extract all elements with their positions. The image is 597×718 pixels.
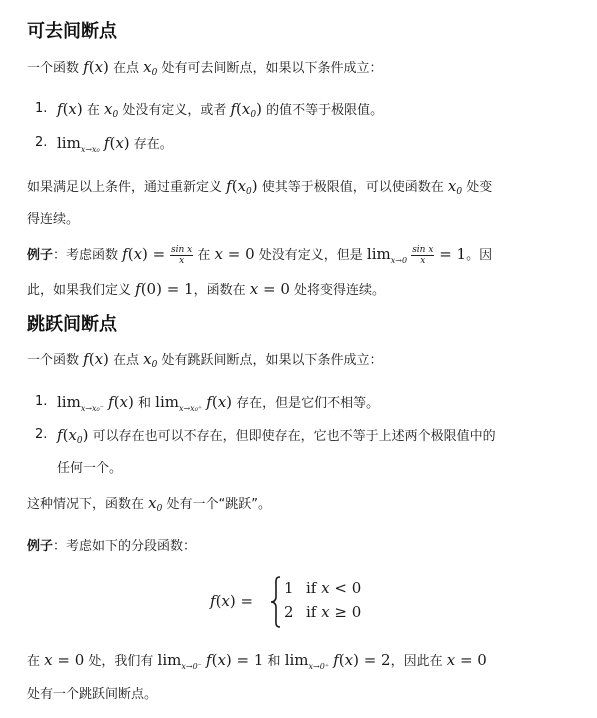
jump-example: 例子：考虑如下的分段函数： — [27, 539, 197, 554]
left-brace-icon — [270, 575, 282, 629]
removable-example: 例子：考虑函数 f(x) = $\frac{\text{sin x}}{x}$ 在 x = 0 处没有定义，但是 $\lim_{x\to 0}$ $\frac{\text{sin x}}{x}$ = 1。因 此，如果我们定义 f(0) = 1，函数在 x = 0 处将变得连续。 — [27, 245, 493, 298]
heading-jump-discontinuity: 跳跃间断点 — [27, 314, 117, 335]
list-item: 2. $\lim_{x\to x_0} f(x)$ 存在。 — [35, 134, 173, 154]
removable-explanation: 如果满足以上条件，通过重新定义 $f(x_0)$ 使其等于极限值，可以使函数在 $x_0$ 处变 得连续。 — [27, 177, 493, 227]
jump-case: 这种情况下，函数在 $x_0$ 处有一个“跳跃”。 — [27, 494, 271, 514]
list-item: 1. $\lim_{x\to x_0^-} f(x)$ 和 $\lim_{x\to x_0^+} f(x)$ 存在，但是它们不相等。 — [35, 393, 380, 413]
heading-removable-discontinuity: 可去间断点 — [27, 21, 117, 42]
list-item: 1. f(x) 在 $x_0$ 处没有定义，或者 $f(x_0)$ 的值不等于极限值。 — [35, 100, 384, 120]
jump-conclusion: 在 x = 0 处，我们有 $\lim_{x\to 0^-} f(x) = 1$ 和 $\lim_{x\to 0^+} f(x) = 2$，因此在 x = 0 处有一个跳跃间断点。 — [27, 651, 487, 702]
list-item: 2. $f(x_0)$ 可以存在也可以不存在，但即使存在，它也不等于上述两个极限值中的 任何一个。 — [35, 426, 496, 476]
piecewise-function: f(x) = 1 if x < 0 2 if x ≥ 0 — [210, 575, 410, 629]
jump-intro: 一个函数 f(x) 在点 $x_0$ 处有跳跃间断点，如果以下条件成立： — [27, 350, 383, 370]
removable-intro: 一个函数 f(x) 在点 $x_0$ 处有可去间断点，如果以下条件成立： — [27, 58, 383, 78]
